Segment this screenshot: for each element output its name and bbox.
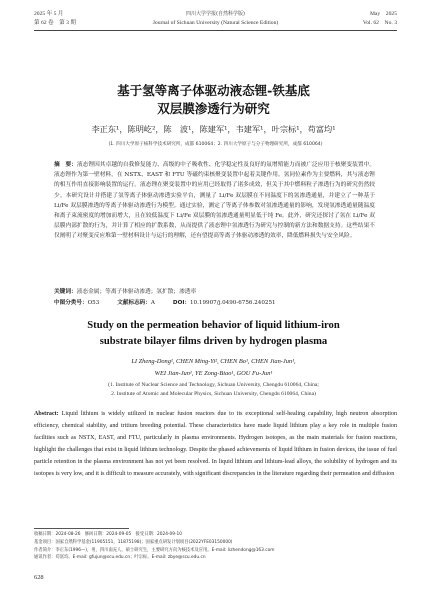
issue-date-en: May 2025 Vol. 62 No. 3 [362,11,397,26]
footnote-divider [34,528,129,529]
abstract-en [34,409,397,480]
article-title-en: Study on the permeation behavior of liquid lithium-iron substrate bilayer films driven by hydrogen plasma [87,320,340,347]
affiliation-cn: (1. 四川大学原子核科学技术研究所，成都 610064；2. 四川大学原子与分子物理研究所，成都 610064) [108,142,323,147]
footnote-funding: 基金项目：国家自然科学基金(11905151，11875198)；国家重点研发计划项目(2022YFE03150000) [34,539,233,545]
page-number: 628 [34,574,44,581]
author-list-cn: 李正东¹，陈明屹²，陈 波¹，陈建军¹，韦建军¹，叶宗标¹，苟富均¹ [91,124,336,134]
doc-code-label: 文献标志码： [117,300,151,306]
abstract-label-cn: 摘 要： [54,162,77,168]
header-divider [34,30,397,31]
abstract-text-cn: 液态锂因其卓越的自我修复能力、高级的中子吸收性、化学稳定性及良好的氚增殖能力而被广泛应用于核聚变装置中。液态锂作为第一壁材料，在 NSTX、EAST 和 FTU 等磁约束核聚变装置中起着关键作用。氢同位素作为主要燃料，其与液态锂的相互作用直接影响装置的运行。液态锂在聚变装置中的应用已经取得了诸多成效，但关于其中燃料粒子渗透行为的研究仍然较少。本研究设计并搭建了氢等离子体驱动渗透实验平台，测量了 Li/Fe 双层膜在不同温度下的氢渗透通量，并建立了一种基于 Li/Fe 双层膜渗透的等离子体驱动渗透行为模型。通过实验，测定了等离子体参数对氢渗透通量的影响，发现氢渗透通量随温度和离子束流密度的增加而增大，且在较低温度下 Li/Fe 双层膜的氢渗透通量明显低于纯 Fe。此外，研究还探讨了氢在 Li/Fe 双层膜内部扩散的行为，并计算了相应的扩散系数，从而提供了液态锂中氢渗透行为研究与控制的新方法和数据支持。这些结果不仅阐明了对聚变反应堆第一壁材料设计与运行的理解，还有望提高等离子体驱动渗透的效率，降低燃料损失与安全风险。 [54,162,376,240]
issue-date-cn: 2025 年 5 月 第 62 卷 第 3 期 [34,11,76,26]
journal-name: 四川大学学报(自然科学版) Journal of Sichuan University (Natural Science Edition) [152,11,279,26]
classification-line [54,298,375,306]
keywords-label-cn: 关键词： [54,289,77,295]
doi-value: 10.19907/j.0490-6756.240251 [190,300,276,306]
affiliation-en: (1. Institute of Nuclear Science and Technology, Sichuan University, Chengdu 610064, China; 2. Institute of Atomic and Molecular Physics, Sichuan University, Chengdu 610064, China) [108,382,319,397]
author-list-en: LI Zheng-Dong¹, CHEN Ming-Yi², CHEN Bo¹, CHEN Jian-Jun¹, WEI Jian-Jun¹, YE Zong-Biao¹, GOU Fu-Jun¹ [131,358,296,377]
keywords-cn [54,286,375,295]
footnote-corresponding: 通讯作者：苟富均。E-mail: gfujun@scu.edu.cn；叶宗标。E-mail: zbye@scu.edu.cn [34,555,206,561]
article-title-cn: 基于氢等离子体驱动液态锂-铁基底 双层膜渗透行为研究 [117,83,310,116]
doi-label: DOI： [172,300,190,306]
keywords-text-cn: 液态金属；等离子体驱动渗透；氢扩散；渗透率 [76,289,197,295]
clc-label: 中图分类号： [54,300,88,306]
doc-code-value: A [150,300,155,306]
abstract-cn [54,160,375,242]
clc-value: O53 [87,300,100,306]
footnote-author-bio: 作者简介：李正东(1996—)，男，四川南充人，硕士研究生，主要研究方向为核技术及应用。E-mail: lizhendong@163.com [34,547,275,553]
abstract-text-en: Liquid lithium is widely utilized in nuclear fusion reactors due to its exceptional self-healing capability, high neutron absorption efficiency, chemical stability, and tritium breeding potential. These characteristics have made liquid lithium play a key role in multiple fusion facilities such as NSTX, EAST, and FTU, particularly in plasma environments. Hydrogen isotopes, as the main materials for fusion reactions, highlight the challenges that exist in liquid lithium technology. Despite the phased achievements of liquid lithium in fusion devices, the issue of fuel particle retention in the plasma environment has not yet been resolved. In liquid lithium and lithium-lead alloys, the solubility of hydrogen and its isotopes is very low, and it is difficult to measure accurately, with significant discrepancies in the literature regarding their permeation and diffusion [34,411,397,477]
footnotes [34,531,397,562]
footnote-dates: 收稿日期：2024-08-26 修回日期：2024-09-05 接受日期：2024-09-10 [34,532,182,537]
abstract-label-en: Abstract: [34,411,59,417]
